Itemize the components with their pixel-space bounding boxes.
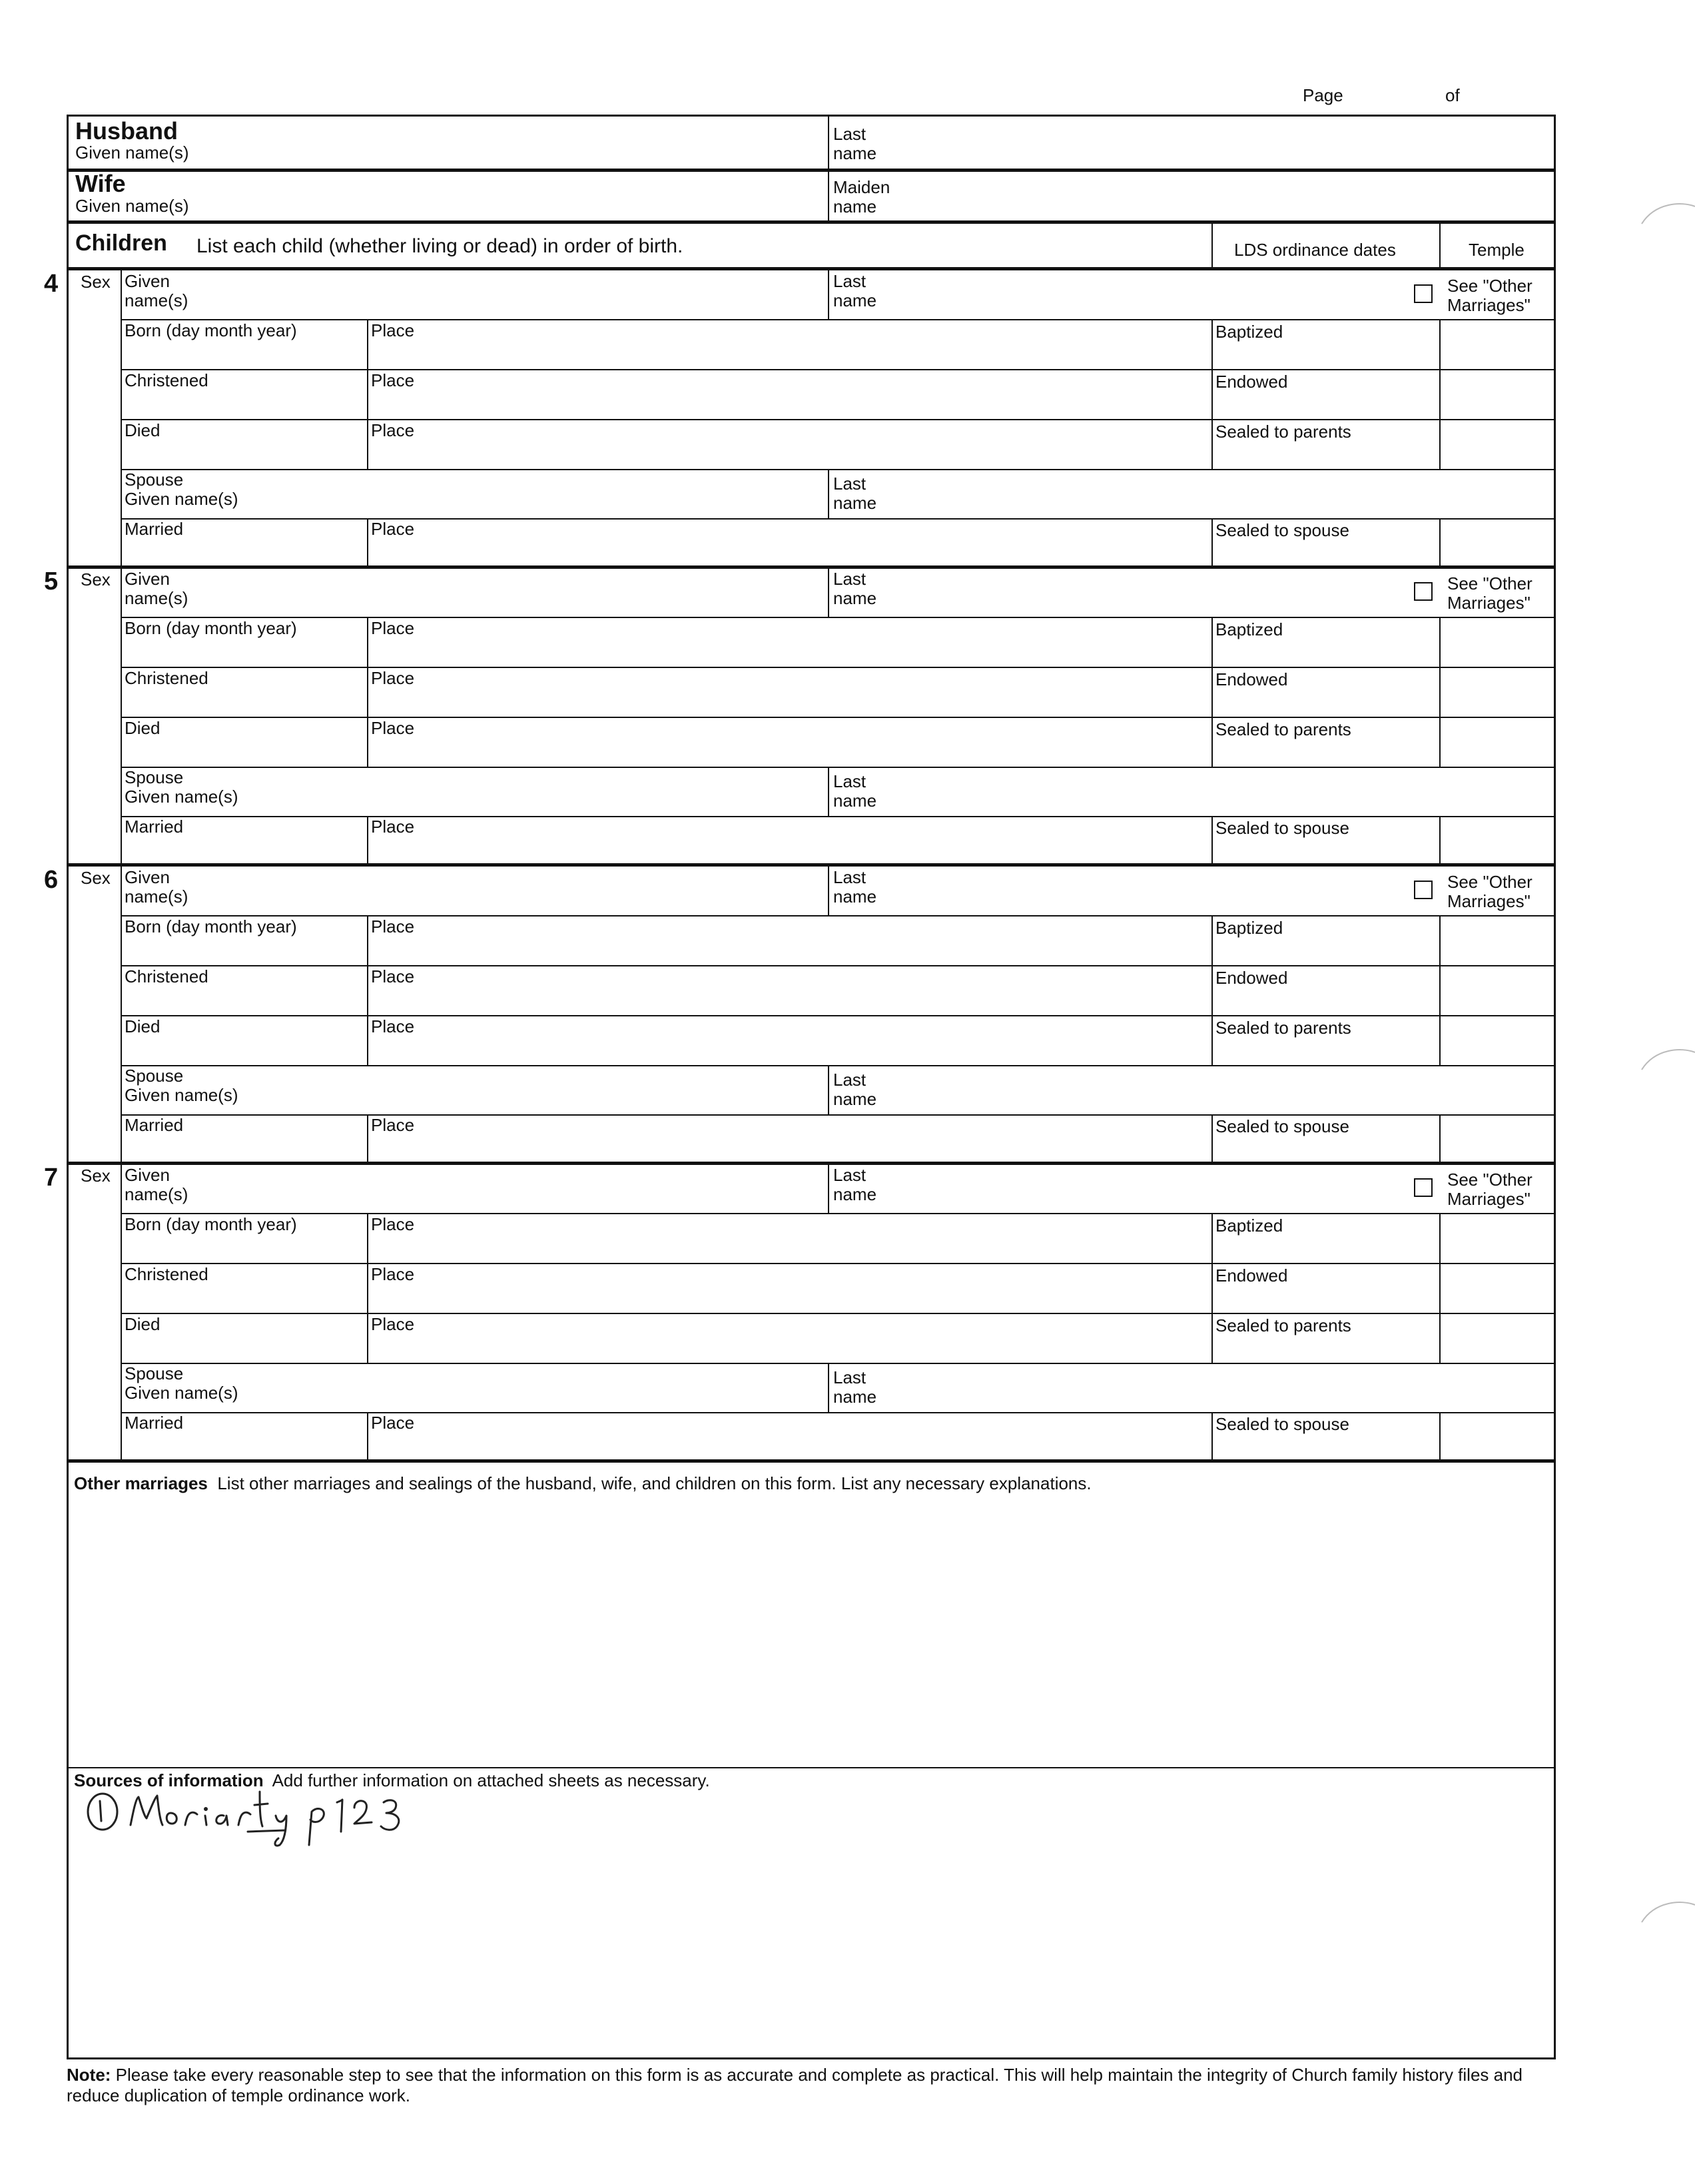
- child-7-spouse-divider: [828, 1363, 829, 1412]
- child-6-row-rule-3: [121, 1015, 1554, 1016]
- child-6-row-rule-2: [121, 965, 1554, 966]
- child-6-place-divider-1: [367, 915, 368, 965]
- child-5-row-rule-2: [121, 667, 1554, 668]
- child-7-row-rule-4: [121, 1363, 1554, 1364]
- child-4-born-label: Born (day month year): [125, 320, 297, 340]
- child-4-christened-place-label: Place: [371, 370, 415, 390]
- sources-title: Sources of information: [74, 1770, 264, 1790]
- child-6-given-label: Given name(s): [125, 867, 188, 907]
- handwritten-source-note: [85, 1778, 432, 1852]
- child-4-christened-label: Christened: [125, 370, 208, 390]
- child-4-place-divider-2: [367, 369, 368, 419]
- other-marriages-instruction: List other marriages and sealings of the husband, wife, and children on this form. List any necessary explanations.: [217, 1473, 1092, 1493]
- child-7-spouse-last-label: Last name: [833, 1367, 877, 1407]
- child-7-married-label: Married: [125, 1413, 184, 1433]
- children-header-rule: [69, 267, 1554, 270]
- child-4-other-marriages-checkbox[interactable]: [1414, 284, 1433, 303]
- child-number-6: 6: [44, 866, 59, 894]
- child-5-born-place-label: Place: [371, 618, 415, 638]
- child-7-place-divider-5: [367, 1412, 368, 1461]
- child-6-born-place-label: Place: [371, 916, 415, 936]
- child-6-born-label: Born (day month year): [125, 916, 297, 936]
- child-4-married-place-label: Place: [371, 519, 415, 539]
- child-4-sex-divider: [121, 270, 122, 567]
- temple-header-divider: [1439, 223, 1441, 268]
- wife-title: Wife: [75, 170, 126, 197]
- child-5-row-rule-4: [121, 767, 1554, 768]
- child-7-place-divider-3: [367, 1313, 368, 1363]
- child-4-row-rule-1: [121, 319, 1554, 320]
- child-5-endowed-label: Endowed: [1215, 669, 1288, 689]
- child-4-lds-divider-1: [1211, 319, 1213, 369]
- child-5-lds-divider-2: [1211, 667, 1213, 717]
- of-label: of: [1445, 85, 1460, 105]
- child-6-spouse-label: Spouse Given name(s): [125, 1066, 238, 1105]
- child-7-lds-divider-2: [1211, 1263, 1213, 1313]
- child-7-temple-divider-2: [1439, 1263, 1441, 1313]
- child-6-temple-divider-5: [1439, 1114, 1441, 1164]
- child-6-baptized-label: Baptized: [1215, 918, 1283, 938]
- child-4-row-rule-2: [121, 369, 1554, 370]
- child-6-lds-divider-3: [1211, 1015, 1213, 1065]
- child-7-lds-divider-3: [1211, 1313, 1213, 1363]
- child-6-married-place-label: Place: [371, 1115, 415, 1135]
- child-6-christened-label: Christened: [125, 966, 208, 986]
- child-7-sex-divider: [121, 1164, 122, 1461]
- child-6-temple-divider-2: [1439, 965, 1441, 1015]
- child-7-temple-divider-5: [1439, 1412, 1441, 1461]
- child-4-sex-label: Sex: [81, 272, 111, 292]
- child-5-sealed_parents-label: Sealed to parents: [1215, 719, 1351, 739]
- child-5-died-place-label: Place: [371, 718, 415, 738]
- lds-header-divider: [1211, 223, 1213, 268]
- child-6-row-rule-1: [121, 915, 1554, 916]
- child-7-christened-label: Christened: [125, 1264, 208, 1284]
- child-6-married-label: Married: [125, 1115, 184, 1135]
- child-7-other-marriages-checkbox[interactable]: [1414, 1178, 1433, 1197]
- family-group-record-form: [67, 115, 1556, 2059]
- child-5-baptized-label: Baptized: [1215, 619, 1283, 639]
- child-6-place-divider-2: [367, 965, 368, 1015]
- child-4-lds-divider-5: [1211, 518, 1213, 567]
- child-6-name-divider: [828, 866, 829, 915]
- child-7-other-marriages-label: See "Other Marriages": [1447, 1170, 1532, 1209]
- child-7-spouse-label: Spouse Given name(s): [125, 1363, 238, 1403]
- child-5-christened-place-label: Place: [371, 668, 415, 688]
- child-5-christened-label: Christened: [125, 668, 208, 688]
- child-4-died-label: Died: [125, 420, 161, 440]
- child-7-sealed_parents-label: Sealed to parents: [1215, 1315, 1351, 1335]
- child-6-temple-divider-3: [1439, 1015, 1441, 1065]
- child-6-sex-divider: [121, 866, 122, 1164]
- husband-bottom-rule: [69, 169, 1554, 172]
- child-5-place-divider-2: [367, 667, 368, 717]
- child-5-row-rule-3: [121, 717, 1554, 718]
- child-7-name-divider: [828, 1164, 829, 1213]
- child-4-row-rule-4: [121, 469, 1554, 470]
- child-5-bottom-rule: [69, 863, 1554, 867]
- child-6-endowed-label: Endowed: [1215, 968, 1288, 988]
- child-5-row-rule-1: [121, 617, 1554, 618]
- husband-last-label: Last name: [833, 124, 877, 163]
- child-6-spouse-last-label: Last name: [833, 1070, 877, 1109]
- child-4-place-divider-1: [367, 319, 368, 369]
- child-number-5: 5: [44, 567, 59, 595]
- child-4-born-place-label: Place: [371, 320, 415, 340]
- child-5-temple-divider-3: [1439, 717, 1441, 767]
- child-4-place-divider-3: [367, 419, 368, 469]
- child-4-lds-divider-3: [1211, 419, 1213, 469]
- wife-divider: [828, 170, 829, 222]
- husband-given-label: Given name(s): [75, 143, 189, 163]
- child-4-other-marriages-label: See "Other Marriages": [1447, 276, 1532, 315]
- child-7-given-label: Given name(s): [125, 1165, 188, 1204]
- child-5-died-label: Died: [125, 718, 161, 738]
- child-5-sex-divider: [121, 567, 122, 865]
- child-4-spouse-divider: [828, 469, 829, 518]
- child-4-baptized-label: Baptized: [1215, 322, 1283, 342]
- lds-ordinance-dates-label: LDS ordinance dates: [1234, 240, 1396, 260]
- child-4-endowed-label: Endowed: [1215, 372, 1288, 392]
- wife-bottom-rule: [69, 220, 1554, 224]
- child-7-sex-label: Sex: [81, 1166, 111, 1186]
- child-7-row-rule-2: [121, 1263, 1554, 1264]
- punch-hole-mark-middle: [1635, 1046, 1695, 1072]
- child-6-place-divider-3: [367, 1015, 368, 1065]
- children-title: Children: [75, 230, 167, 256]
- child-5-lds-divider-5: [1211, 816, 1213, 865]
- wife-given-label: Given name(s): [75, 196, 189, 216]
- child-6-died-place-label: Place: [371, 1016, 415, 1036]
- child-5-spouse-label: Spouse Given name(s): [125, 767, 238, 807]
- note-text: Please take every reasonable step to see that the information on this form is as accurate and complete as practical. This will help maintain the integrity of Church family history files and reduce duplication of temple ordinance work.: [67, 2065, 1523, 2105]
- child-5-row-rule-5: [121, 816, 1554, 817]
- child-5-place-divider-1: [367, 617, 368, 667]
- child-7-temple-divider-1: [1439, 1213, 1441, 1263]
- child-6-row-rule-4: [121, 1065, 1554, 1066]
- child-4-row-rule-3: [121, 419, 1554, 420]
- child-4-temple-divider-2: [1439, 369, 1441, 419]
- child-7-temple-divider-3: [1439, 1313, 1441, 1363]
- child-5-temple-divider-1: [1439, 617, 1441, 667]
- child-5-temple-divider-2: [1439, 667, 1441, 717]
- child-7-born-place-label: Place: [371, 1214, 415, 1234]
- page-label: Page: [1303, 85, 1343, 105]
- child-5-place-divider-3: [367, 717, 368, 767]
- child-7-lds-divider-5: [1211, 1412, 1213, 1461]
- other-marriages-header: [74, 1474, 1092, 1493]
- child-6-last-label: Last name: [833, 867, 877, 907]
- child-4-place-divider-5: [367, 518, 368, 567]
- child-7-row-rule-3: [121, 1313, 1554, 1314]
- child-7-row-rule-1: [121, 1213, 1554, 1214]
- child-5-lds-divider-3: [1211, 717, 1213, 767]
- child-6-sealed_parents-label: Sealed to parents: [1215, 1018, 1351, 1038]
- child-6-lds-divider-5: [1211, 1114, 1213, 1164]
- husband-title: Husband: [75, 117, 178, 145]
- husband-divider: [828, 117, 829, 170]
- child-4-spouse-last-label: Last name: [833, 474, 877, 513]
- child-7-place-divider-1: [367, 1213, 368, 1263]
- child-6-died-label: Died: [125, 1016, 161, 1036]
- child-5-lds-divider-1: [1211, 617, 1213, 667]
- child-4-given-label: Given name(s): [125, 271, 188, 310]
- child-4-last-label: Last name: [833, 271, 877, 310]
- child-7-row-rule-5: [121, 1412, 1554, 1413]
- children-instruction: List each child (whether living or dead) in order of birth.: [196, 235, 683, 257]
- child-number-7: 7: [44, 1164, 59, 1192]
- child-7-married-place-label: Place: [371, 1413, 415, 1433]
- child-6-temple-divider-1: [1439, 915, 1441, 965]
- child-5-other-marriages-checkbox[interactable]: [1414, 582, 1433, 601]
- child-5-born-label: Born (day month year): [125, 618, 297, 638]
- child-4-temple-divider-5: [1439, 518, 1441, 567]
- child-4-lds-divider-2: [1211, 369, 1213, 419]
- child-4-name-divider: [828, 270, 829, 319]
- child-5-given-label: Given name(s): [125, 569, 188, 608]
- child-4-spouse-label: Spouse Given name(s): [125, 470, 238, 509]
- child-6-sealed-spouse-label: Sealed to spouse: [1215, 1116, 1349, 1136]
- child-7-christened-place-label: Place: [371, 1264, 415, 1284]
- other-marriages-title: Other marriages: [74, 1473, 208, 1493]
- child-7-died-label: Died: [125, 1314, 161, 1334]
- child-7-bottom-rule: [69, 1459, 1554, 1463]
- child-6-other-marriages-checkbox[interactable]: [1414, 881, 1433, 899]
- child-7-baptized-label: Baptized: [1215, 1216, 1283, 1236]
- child-4-married-label: Married: [125, 519, 184, 539]
- child-7-died-place-label: Place: [371, 1314, 415, 1334]
- child-7-place-divider-2: [367, 1263, 368, 1313]
- child-5-place-divider-5: [367, 816, 368, 865]
- child-4-sealed_parents-label: Sealed to parents: [1215, 422, 1351, 442]
- child-4-bottom-rule: [69, 565, 1554, 569]
- child-4-sealed-spouse-label: Sealed to spouse: [1215, 520, 1349, 540]
- child-6-spouse-divider: [828, 1065, 829, 1114]
- child-6-other-marriages-label: See "Other Marriages": [1447, 872, 1532, 911]
- child-5-name-divider: [828, 567, 829, 617]
- child-5-temple-divider-5: [1439, 816, 1441, 865]
- sources-instruction: Add further information on attached sheets as necessary.: [272, 1770, 710, 1790]
- child-6-place-divider-5: [367, 1114, 368, 1164]
- child-7-sealed-spouse-label: Sealed to spouse: [1215, 1414, 1349, 1434]
- child-5-married-place-label: Place: [371, 817, 415, 837]
- child-5-sex-label: Sex: [81, 569, 111, 589]
- temple-label: Temple: [1469, 240, 1525, 260]
- child-4-row-rule-5: [121, 518, 1554, 520]
- child-7-lds-divider-1: [1211, 1213, 1213, 1263]
- child-7-last-label: Last name: [833, 1165, 877, 1204]
- child-6-bottom-rule: [69, 1162, 1554, 1165]
- child-6-christened-place-label: Place: [371, 966, 415, 986]
- child-6-lds-divider-1: [1211, 915, 1213, 965]
- note-title: Note:: [67, 2065, 111, 2085]
- punch-hole-mark-bottom: [1635, 1898, 1695, 1925]
- child-4-died-place-label: Place: [371, 420, 415, 440]
- punch-hole-mark-top: [1635, 200, 1695, 226]
- child-6-row-rule-5: [121, 1114, 1554, 1116]
- child-5-last-label: Last name: [833, 569, 877, 608]
- child-5-other-marriages-label: See "Other Marriages": [1447, 573, 1532, 613]
- child-4-temple-divider-3: [1439, 419, 1441, 469]
- wife-maiden-label: Maiden name: [833, 177, 890, 216]
- child-7-endowed-label: Endowed: [1215, 1266, 1288, 1285]
- child-7-born-label: Born (day month year): [125, 1214, 297, 1234]
- child-6-lds-divider-2: [1211, 965, 1213, 1015]
- child-5-spouse-last-label: Last name: [833, 771, 877, 811]
- child-4-temple-divider-1: [1439, 319, 1441, 369]
- child-number-4: 4: [44, 270, 59, 298]
- child-5-spouse-divider: [828, 767, 829, 816]
- note-paragraph: [67, 2065, 1558, 2106]
- other-marriages-bottom-rule: [69, 1767, 1554, 1768]
- child-5-married-label: Married: [125, 817, 184, 837]
- child-5-sealed-spouse-label: Sealed to spouse: [1215, 818, 1349, 838]
- child-6-sex-label: Sex: [81, 868, 111, 888]
